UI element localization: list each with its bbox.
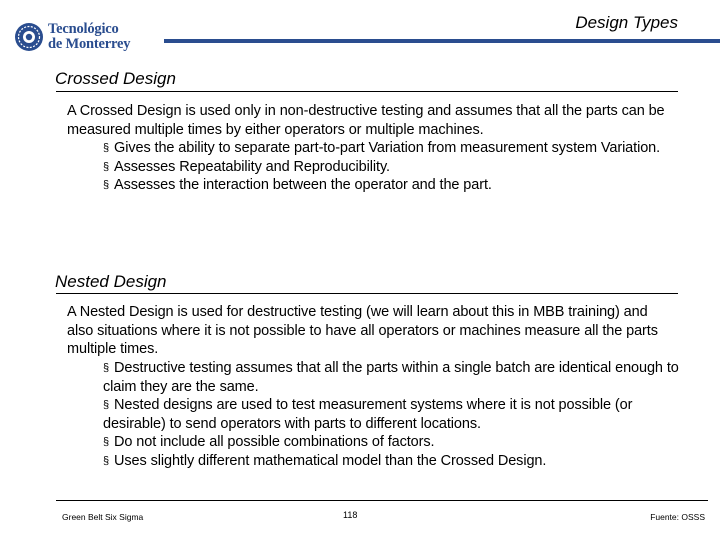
bullet-marker-icon: § xyxy=(103,399,110,411)
bullet-marker-icon: § xyxy=(103,362,110,374)
nested-design-heading: Nested Design xyxy=(55,272,167,291)
list-item: § Nested designs are used to test measurement systems where it is not possible (or desirable) to send operators with parts to different locations. xyxy=(103,397,633,432)
logo-text xyxy=(48,22,130,52)
list-item: § Assesses the interaction between the operator and the part. xyxy=(103,177,492,193)
crossed-design-intro: A Crossed Design is used only in non-destructive testing and assumes that all the parts can be measured multiple times by either operators or multiple machines. xyxy=(67,103,665,138)
list-item: § Gives the ability to separate part-to-part Variation from measurement system Variation. xyxy=(103,140,661,156)
list-item: § Uses slightly different mathematical model than the Crossed Design. xyxy=(103,452,547,469)
bullet-marker-icon: § xyxy=(103,436,110,448)
header-divider xyxy=(164,39,720,43)
crossed-design-divider xyxy=(56,91,678,92)
list-item: § Do not include all possible combinations of factors. xyxy=(103,434,435,450)
nested-design-intro: A Nested Design is used for destructive testing (we will learn about this in MBB training) and also situations where it is not possible to have all operators or machines measure all the parts multiple times. xyxy=(67,304,658,357)
footer-course: Green Belt Six Sigma xyxy=(62,512,144,522)
list-item: § Destructive testing assumes that all the parts within a single batch are identical enough to claim they are the same. xyxy=(103,360,679,395)
seal-icon xyxy=(14,22,44,52)
bullet-marker-icon: § xyxy=(103,142,110,154)
footer-divider xyxy=(56,500,708,501)
logo-line-1: Tecnológico xyxy=(48,21,119,37)
page-number: 118 xyxy=(343,510,358,520)
nested-design-bullets xyxy=(103,359,683,470)
logo-line-2: de Monterrey xyxy=(48,36,131,52)
crossed-design-heading: Crossed Design xyxy=(55,69,176,88)
list-item: § Assesses Repeatability and Reproducibility. xyxy=(103,158,390,175)
crossed-design-bullets xyxy=(103,139,683,195)
nested-design-divider xyxy=(56,293,678,294)
page-title: Design Types xyxy=(575,13,678,32)
institution-logo xyxy=(14,22,130,52)
bullet-marker-icon: § xyxy=(103,160,110,173)
footer-source: Fuente: OSSS xyxy=(650,512,705,522)
bullet-marker-icon: § xyxy=(103,454,110,467)
bullet-marker-icon: § xyxy=(103,179,110,191)
